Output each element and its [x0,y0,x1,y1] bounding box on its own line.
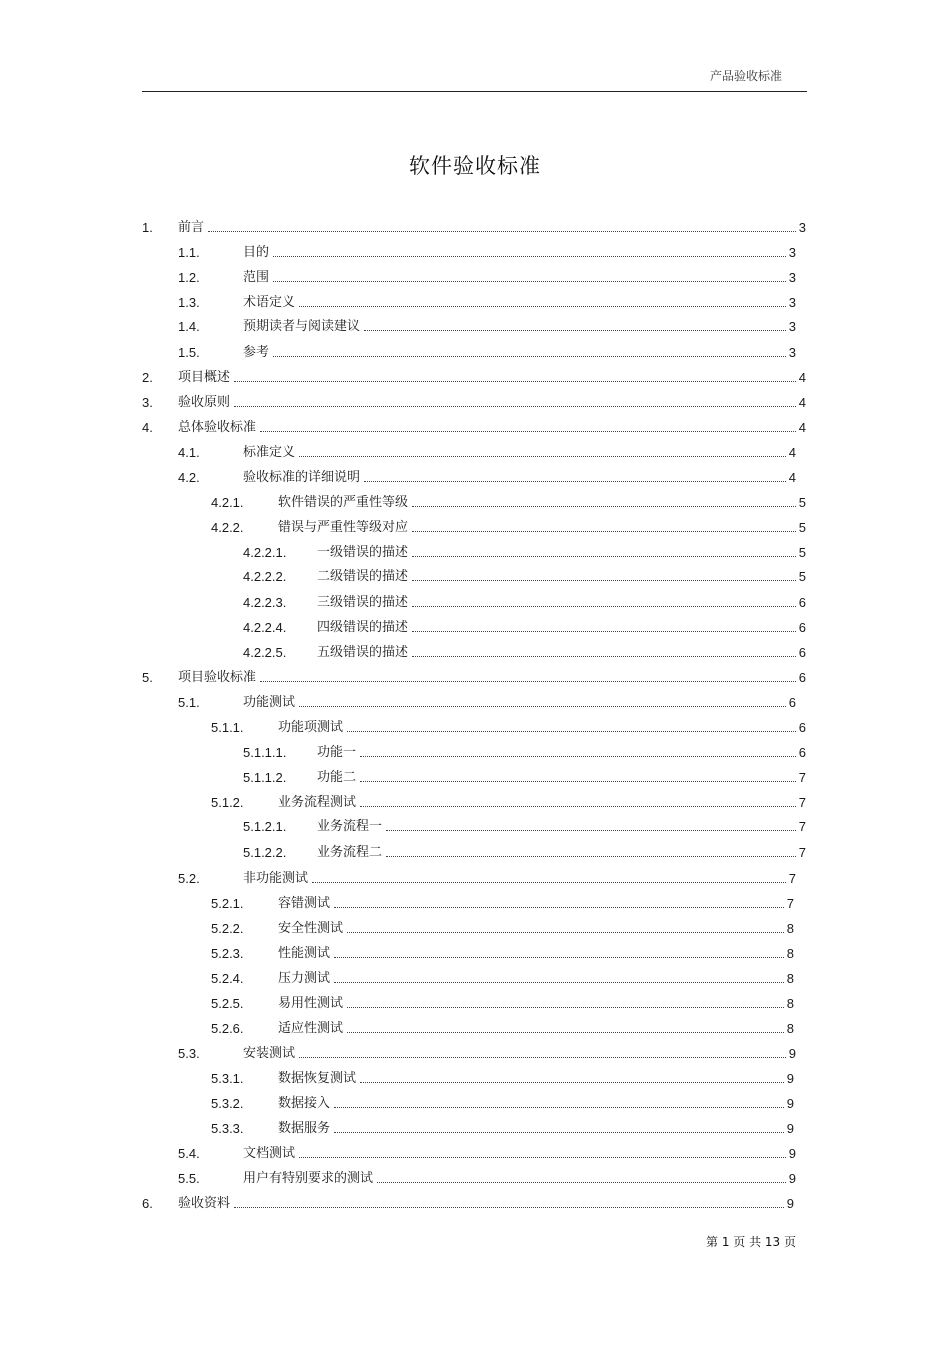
toc-dot-leader [386,855,796,857]
toc-entry[interactable] [211,967,794,987]
toc-entry-label: 用户有特别要求的测试 [243,1171,374,1186]
toc-entry[interactable] [178,1042,796,1062]
toc-dot-leader [360,805,796,807]
toc-entry-page: 5 [798,520,806,535]
toc-entry-page: 8 [786,946,794,961]
toc-entry-number: 1. [142,220,153,235]
toc-entry-number: 1.1. [178,245,200,260]
toc-entry-number: 4.2.2.4. [243,620,287,635]
toc-dot-leader [273,280,786,282]
toc-entry-label: 数据接入 [278,1096,331,1111]
toc-entry[interactable] [142,416,806,436]
toc-dot-leader [260,680,796,682]
toc-dot-leader [360,1081,784,1083]
toc-entry-page: 6 [798,620,806,635]
toc-entry-page: 6 [798,595,806,610]
toc-entry-number: 5.1.1.1. [243,745,287,760]
toc-entry-label: 业务流程测试 [278,795,357,810]
toc-dot-leader [234,380,796,382]
toc-entry[interactable] [243,841,806,861]
toc-entry-number: 5.1.1. [211,720,244,735]
toc-entry-label: 术语定义 [243,295,296,310]
toc-entry-label: 总体验收标准 [178,420,257,435]
toc-dot-leader [334,1131,784,1133]
toc-dot-leader [347,1006,784,1008]
toc-entry-page: 6 [798,670,806,685]
toc-entry-label: 容错测试 [278,896,331,911]
toc-entry-label: 非功能测试 [243,871,309,886]
toc-entry-number: 4. [142,420,153,435]
toc-entry-number: 5.3.1. [211,1071,244,1086]
toc-entry[interactable] [178,291,796,311]
toc-entry[interactable] [178,466,796,486]
toc-entry-label: 五级错误的描述 [317,645,409,660]
toc-dot-leader [299,1156,786,1158]
toc-entry-page: 3 [788,319,796,334]
toc-entry-page: 6 [798,720,806,735]
toc-entry[interactable] [243,616,806,636]
toc-entry-label: 一级错误的描述 [317,545,409,560]
toc-entry-number: 5.4. [178,1146,200,1161]
toc-entry[interactable] [178,1167,796,1187]
toc-entry-label: 预期读者与阅读建议 [243,319,361,334]
toc-entry-label: 功能一 [317,745,357,760]
toc-entry[interactable] [243,541,806,561]
toc-entry-number: 5.2.3. [211,946,244,961]
toc-entry-number: 5.3.2. [211,1096,244,1111]
toc-dot-leader [412,555,796,557]
toc-entry[interactable] [211,791,806,811]
toc-entry-label: 安装测试 [243,1046,296,1061]
toc-dot-leader [412,530,796,532]
toc-dot-leader [347,931,784,933]
toc-entry-number: 5.2.6. [211,1021,244,1036]
toc-entry-number: 1.5. [178,345,200,360]
toc-dot-leader [312,881,786,883]
toc-entry-number: 5.2.1. [211,896,244,911]
toc-entry-label: 标准定义 [243,445,296,460]
toc-entry[interactable] [243,565,806,585]
toc-entry-page: 9 [788,1171,796,1186]
toc-dot-leader [299,705,786,707]
toc-entry-number: 2. [142,370,153,385]
toc-entry-page: 5 [798,569,806,584]
toc-entry-page: 8 [786,971,794,986]
toc-entry-number: 5.3.3. [211,1121,244,1136]
toc-entry[interactable] [211,516,806,536]
toc-entry-label: 三级错误的描述 [317,595,409,610]
toc-dot-leader [334,981,784,983]
toc-entry[interactable] [178,691,796,711]
toc-dot-leader [412,655,796,657]
toc-dot-leader [377,1181,786,1183]
toc-dot-leader [273,255,786,257]
toc-entry[interactable] [178,1142,796,1162]
toc-dot-leader [260,430,796,432]
toc-entry-label: 验收标准的详细说明 [243,470,361,485]
toc-entry-number: 4.2.2.5. [243,645,287,660]
toc-dot-leader [412,579,796,581]
toc-entry-page: 7 [798,819,806,834]
toc-dot-leader [273,355,786,357]
toc-entry-label: 目的 [243,245,270,260]
toc-entry-label: 验收资料 [178,1196,231,1211]
toc-entry-page: 8 [786,921,794,936]
toc-entry-number: 5.1.2. [211,795,244,810]
toc-entry-label: 性能测试 [278,946,331,961]
toc-entry-label: 业务流程二 [317,845,383,860]
running-header: 产品验收标准 [709,69,782,83]
toc-entry[interactable] [142,1192,794,1212]
toc-entry-page: 7 [786,896,794,911]
page-footer: 第 1 页 共 13 页 [706,1235,796,1249]
toc-entry-label: 易用性测试 [278,996,344,1011]
toc-entry-page: 8 [786,1021,794,1036]
toc-entry-page: 4 [798,420,806,435]
toc-entry-page: 9 [786,1121,794,1136]
toc-entry-page: 7 [798,795,806,810]
toc-entry-label: 范围 [243,270,270,285]
toc-entry-page: 6 [788,695,796,710]
toc-dot-leader [334,956,784,958]
toc-dot-leader [364,480,786,482]
toc-entry[interactable] [211,491,806,511]
document-title: 软件验收标准 [409,154,541,178]
toc-entry-number: 5.2. [178,871,200,886]
toc-entry-label: 软件错误的严重性等级 [278,495,409,510]
toc-entry-label: 前言 [178,220,205,235]
toc-entry[interactable] [178,315,796,335]
toc-entry[interactable] [142,216,806,236]
toc-entry[interactable] [243,815,806,835]
toc-entry-page: 4 [788,445,796,460]
header-rule [142,91,807,92]
toc-entry[interactable] [178,266,796,286]
toc-entry[interactable] [178,341,796,361]
toc-entry-page: 9 [786,1196,794,1211]
toc-entry-label: 功能测试 [243,695,296,710]
toc-entry[interactable] [243,741,806,761]
toc-entry[interactable] [211,1067,794,1087]
toc-entry-label: 压力测试 [278,971,331,986]
toc-entry-number: 5.5. [178,1171,200,1186]
toc-dot-leader [334,1106,784,1108]
toc-entry-page: 3 [788,270,796,285]
toc-entry-page: 3 [798,220,806,235]
toc-entry-page: 3 [788,345,796,360]
toc-entry-number: 5.3. [178,1046,200,1061]
toc-entry-label: 功能二 [317,770,357,785]
toc-entry[interactable] [211,892,794,912]
toc-entry-label: 验收原则 [178,395,231,410]
toc-dot-leader [412,630,796,632]
toc-entry-page: 8 [786,996,794,1011]
toc-entry-page: 7 [798,770,806,785]
toc-entry-page: 5 [798,495,806,510]
toc-entry-label: 文档测试 [243,1146,296,1161]
toc-entry[interactable] [243,766,806,786]
toc-entry[interactable] [211,1117,794,1137]
toc-entry[interactable] [178,867,796,887]
toc-dot-leader [208,230,796,232]
toc-dot-leader [347,1031,784,1033]
toc-entry-page: 9 [788,1146,796,1161]
toc-entry-page: 7 [788,871,796,886]
toc-entry-label: 数据恢复测试 [278,1071,357,1086]
toc-entry-label: 项目概述 [178,370,231,385]
toc-entry-number: 5.1.2.2. [243,845,287,860]
toc-entry-label: 功能项测试 [278,720,344,735]
toc-entry[interactable] [178,241,796,261]
toc-entry-label: 安全性测试 [278,921,344,936]
toc-entry-number: 4.2. [178,470,200,485]
toc-entry-page: 6 [798,745,806,760]
toc-entry-page: 6 [798,645,806,660]
toc-dot-leader [234,1206,784,1208]
toc-entry-number: 4.2.1. [211,495,244,510]
toc-entry-number: 5.2.5. [211,996,244,1011]
toc-entry-number: 3. [142,395,153,410]
toc-dot-leader [412,505,796,507]
toc-entry-page: 4 [798,395,806,410]
toc-entry[interactable] [243,641,806,661]
toc-dot-leader [360,780,796,782]
toc-entry[interactable] [211,942,794,962]
toc-entry-page: 3 [788,295,796,310]
toc-entry-number: 4.1. [178,445,200,460]
toc-entry-number: 5.2.4. [211,971,244,986]
toc-entry-page: 9 [786,1071,794,1086]
toc-entry-number: 5.1.1.2. [243,770,287,785]
toc-dot-leader [386,829,796,831]
toc-dot-leader [299,1056,786,1058]
toc-dot-leader [299,305,786,307]
toc-dot-leader [412,605,796,607]
toc-entry[interactable] [178,441,796,461]
toc-entry-label: 项目验收标准 [178,670,257,685]
toc-entry-page: 4 [788,470,796,485]
toc-entry[interactable] [211,992,794,1012]
toc-dot-leader [347,730,796,732]
toc-dot-leader [299,455,786,457]
toc-entry-page: 9 [788,1046,796,1061]
toc-entry-label: 业务流程一 [317,819,383,834]
toc-entry-number: 5.2.2. [211,921,244,936]
toc-entry[interactable] [211,1092,794,1112]
toc-dot-leader [334,906,784,908]
toc-entry-page: 7 [798,845,806,860]
toc-entry[interactable] [142,391,806,411]
toc-dot-leader [364,329,786,331]
toc-entry[interactable] [142,666,806,686]
toc-entry-number: 1.3. [178,295,200,310]
toc-entry-page: 3 [788,245,796,260]
toc-dot-leader [234,405,796,407]
toc-entry[interactable] [243,591,806,611]
toc-entry-page: 9 [786,1096,794,1111]
toc-entry-number: 1.4. [178,319,200,334]
toc-entry-number: 4.2.2. [211,520,244,535]
toc-entry-number: 4.2.2.3. [243,595,287,610]
toc-entry-number: 5. [142,670,153,685]
toc-entry-number: 5.1. [178,695,200,710]
toc-entry-number: 4.2.2.2. [243,569,287,584]
toc-entry-label: 参考 [243,345,270,360]
toc-entry[interactable] [211,716,806,736]
toc-entry[interactable] [211,917,794,937]
toc-entry-label: 数据服务 [278,1121,331,1136]
toc-dot-leader [360,755,796,757]
toc-entry-page: 4 [798,370,806,385]
toc-entry-number: 5.1.2.1. [243,819,287,834]
toc-entry-number: 1.2. [178,270,200,285]
toc-entry[interactable] [142,366,806,386]
toc-entry-label: 错误与严重性等级对应 [278,520,409,535]
toc-entry-label: 二级错误的描述 [317,569,409,584]
toc-entry-number: 6. [142,1196,153,1211]
toc-entry-number: 4.2.2.1. [243,545,287,560]
toc-entry-page: 5 [798,545,806,560]
toc-entry[interactable] [211,1017,794,1037]
toc-entry-label: 四级错误的描述 [317,620,409,635]
toc-entry-label: 适应性测试 [278,1021,344,1036]
